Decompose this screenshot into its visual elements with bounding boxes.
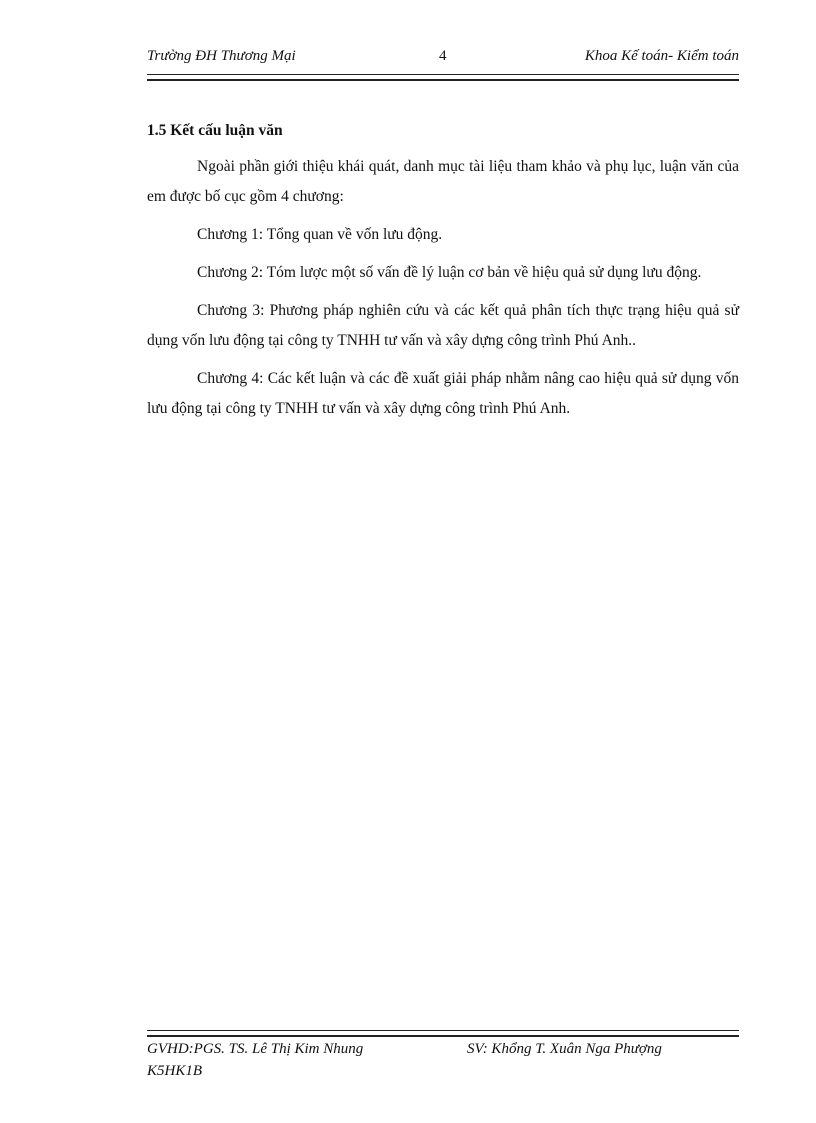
header-divider [147, 74, 739, 81]
footer-supervisor: GVHD:PGS. TS. Lê Thị Kim Nhung [147, 1041, 364, 1057]
paragraph-chapter-3: Chương 3: Phương pháp nghiên cứu và các kết quả phân tích thực trạng hiệu quả sử dụng vốn lưu động tại công ty TNHH tư vấn và xây dựng công trình Phú Anh.. [147, 302, 739, 349]
paragraph-intro: Ngoài phần giới thiệu khái quát, danh mục tài liệu tham khảo và phụ lục, luận văn của em được bố cục gồm 4 chương: [147, 158, 739, 205]
footer-divider [147, 1030, 739, 1037]
document-body [147, 116, 739, 432]
footer-student: SV: Khổng T. Xuân Nga Phượng [467, 1041, 662, 1057]
header-faculty: Khoa Kế toán- Kiểm toán [584, 48, 739, 64]
section-title: 1.5 Kết cấu luận văn [147, 122, 283, 139]
page-header [147, 48, 739, 70]
paragraph-chapter-2: Chương 2: Tóm lược một số vấn đề lý luận cơ bản về hiệu quả sử dụng lưu động. [197, 264, 702, 281]
footer-class-code: K5HK1B [147, 1063, 203, 1079]
paragraph-chapter-4: Chương 4: Các kết luận và các đề xuất giải pháp nhằm nâng cao hiệu quả sử dụng vốn lưu động tại công ty TNHH tư vấn và xây dựng công trình Phú Anh. [147, 370, 739, 417]
header-university: Trường ĐH Thương Mại [147, 48, 296, 64]
paragraph-chapter-1: Chương 1: Tổng quan về vốn lưu động. [197, 226, 443, 243]
page-number: 4 [439, 48, 447, 64]
